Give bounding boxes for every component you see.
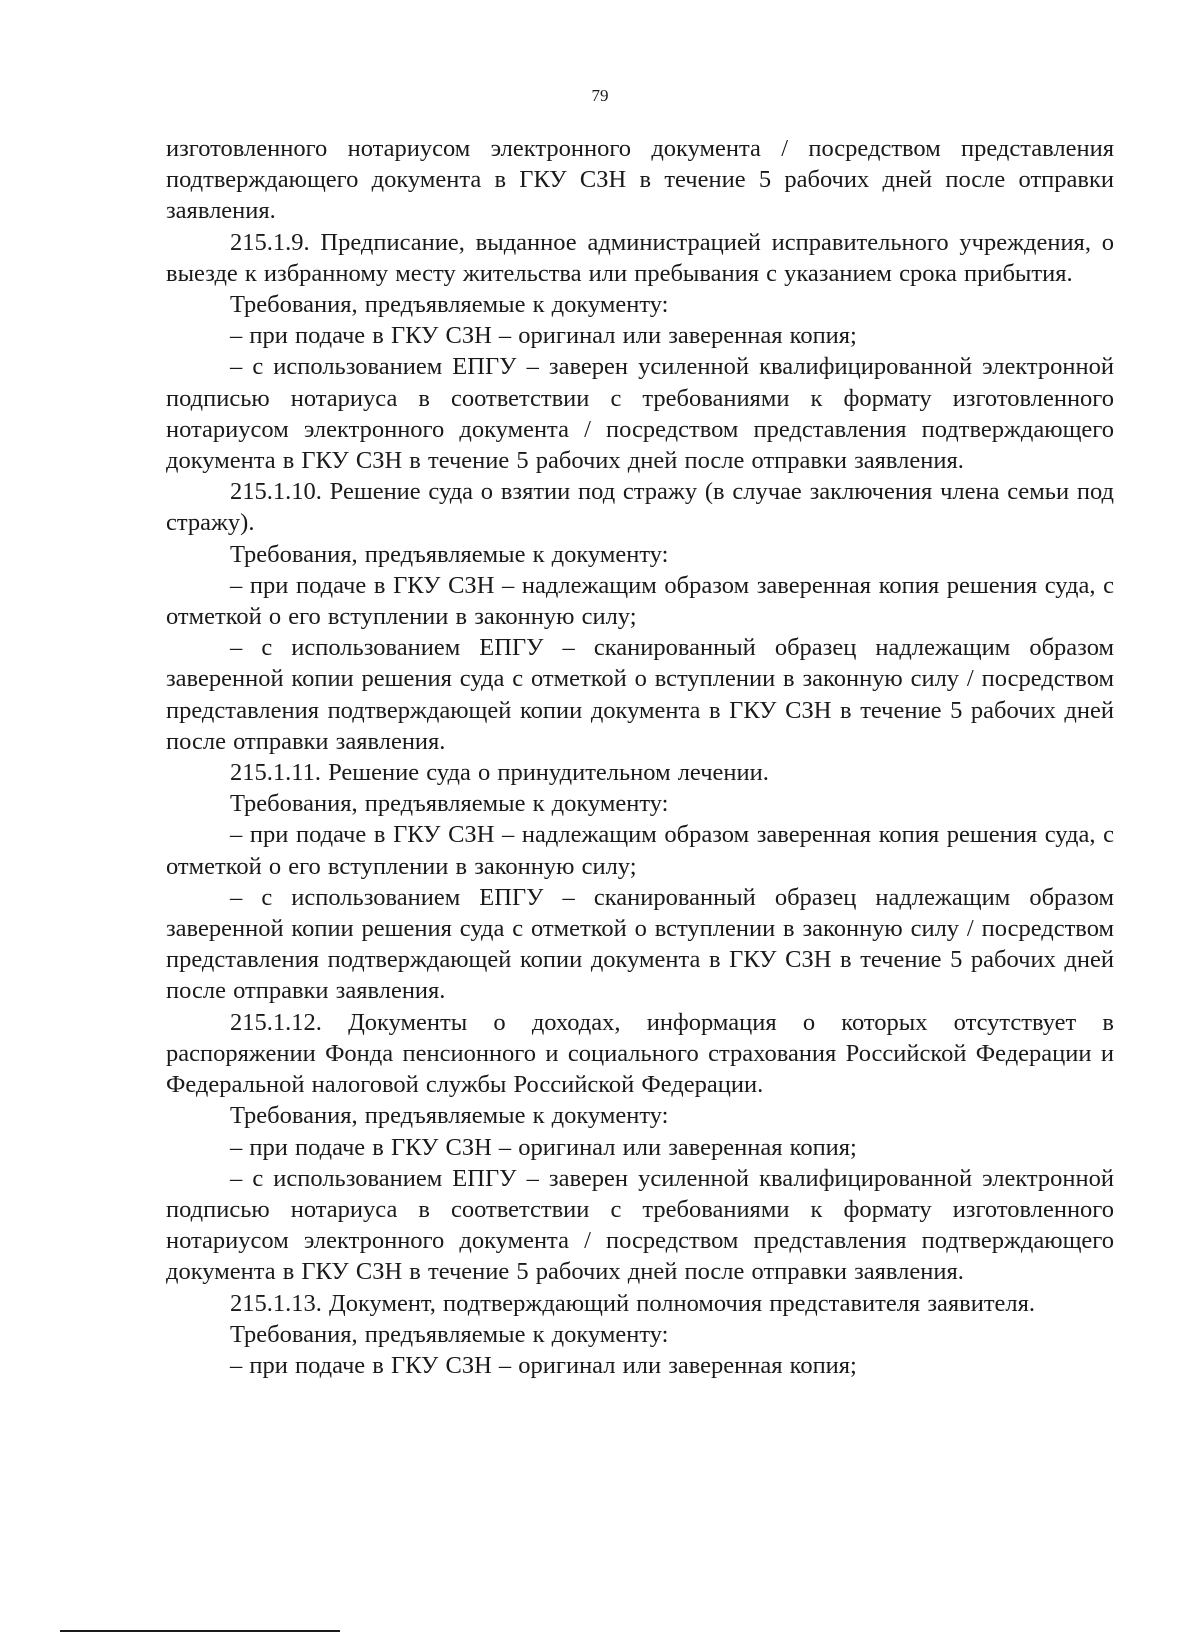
paragraph-list-item: – при подаче в ГКУ СЗН – надлежащим образом заверенная копия решения суда, с отметкой о его вступлении в законную силу; xyxy=(166,821,1114,880)
paragraph-list-item: – с использованием ЕПГУ – сканированный образец надлежащим образом заверенной копии решения суда с отметкой о вступлении в законную силу / посредством представления подтверждающей копии документа в ГКУ СЗН в течение 5 рабочих дней после отправки заявления. xyxy=(166,883,1114,1005)
paragraph-requirements: Требования, предъявляемые к документу: xyxy=(230,291,669,319)
paragraph-215-1-10: 215.1.10. Решение суда о взятии под стражу (в случае заключения члена семьи под стражу). xyxy=(166,478,1114,537)
paragraph-requirements: Требования, предъявляемые к документу: xyxy=(230,1102,669,1130)
paragraph-215-1-11: 215.1.11. Решение суда о принудительном лечении. xyxy=(230,759,769,787)
footnote-rule xyxy=(60,1630,340,1632)
paragraph-list-item: – при подаче в ГКУ СЗН – оригинал или заверенная копия; xyxy=(230,322,857,350)
paragraph-requirements: Требования, предъявляемые к документу: xyxy=(230,790,669,818)
paragraph-215-1-12: 215.1.12. Документы о доходах, информация о которых отсутствует в распоряжении Фонда пенсионного и социального страхования Российской Федерации и Федеральной налоговой службы Российской Федерации. xyxy=(166,1008,1114,1099)
paragraph-list-item: – при подаче в ГКУ СЗН – оригинал или заверенная копия; xyxy=(230,1133,857,1161)
paragraph-list-item: – с использованием ЕПГУ – сканированный образец надлежащим образом заверенной копии решения суда с отметкой о вступлении в законную силу / посредством представления подтверждающей копии документа в ГКУ СЗН в течение 5 рабочих дней после отправки заявления. xyxy=(166,634,1114,755)
paragraph-215-1-13: 215.1.13. Документ, подтверждающий полномочия представителя заявителя. xyxy=(230,1289,1036,1317)
paragraph-requirements: Требования, предъявляемые к документу: xyxy=(230,1320,669,1348)
paragraph-requirements: Требования, предъявляемые к документу: xyxy=(230,540,669,568)
paragraph-continuation: изготовленного нотариусом электронного документа / посредством представления подтверждающего документа в ГКУ СЗН в течение 5 рабочих дней после отправки заявления. xyxy=(166,135,1114,225)
paragraph-list-item: – при подаче в ГКУ СЗН – оригинал или заверенная копия; xyxy=(230,1351,857,1379)
paragraph-list-item: – при подаче в ГКУ СЗН – надлежащим образом заверенная копия решения суда, с отметкой о его вступлении в законную силу; xyxy=(166,571,1114,631)
paragraph-list-item: – с использованием ЕПГУ – заверен усиленной квалифицированной электронной подписью нотариуса в соответствии с требованиями к формату изготовленного нотариусом электронного документа / посредством представления подтверждающего документа в ГКУ СЗН в течение 5 рабочих дней после отправки заявления. xyxy=(166,1164,1114,1286)
page-number: 79 xyxy=(591,86,609,105)
document-body xyxy=(166,133,1114,1381)
paragraph-215-1-9: 215.1.9. Предписание, выданное администрацией исправительного учреждения, о выезде к избранному месту жительства или пребывания с указанием срока прибытия. xyxy=(166,228,1114,287)
paragraph-list-item: – с использованием ЕПГУ – заверен усиленной квалифицированной электронной подписью нотариуса в соответствии с требованиями к формату изготовленного нотариусом электронного документа / посредством представления подтверждающего документа в ГКУ СЗН в течение 5 рабочих дней после отправки заявления. xyxy=(166,353,1114,475)
